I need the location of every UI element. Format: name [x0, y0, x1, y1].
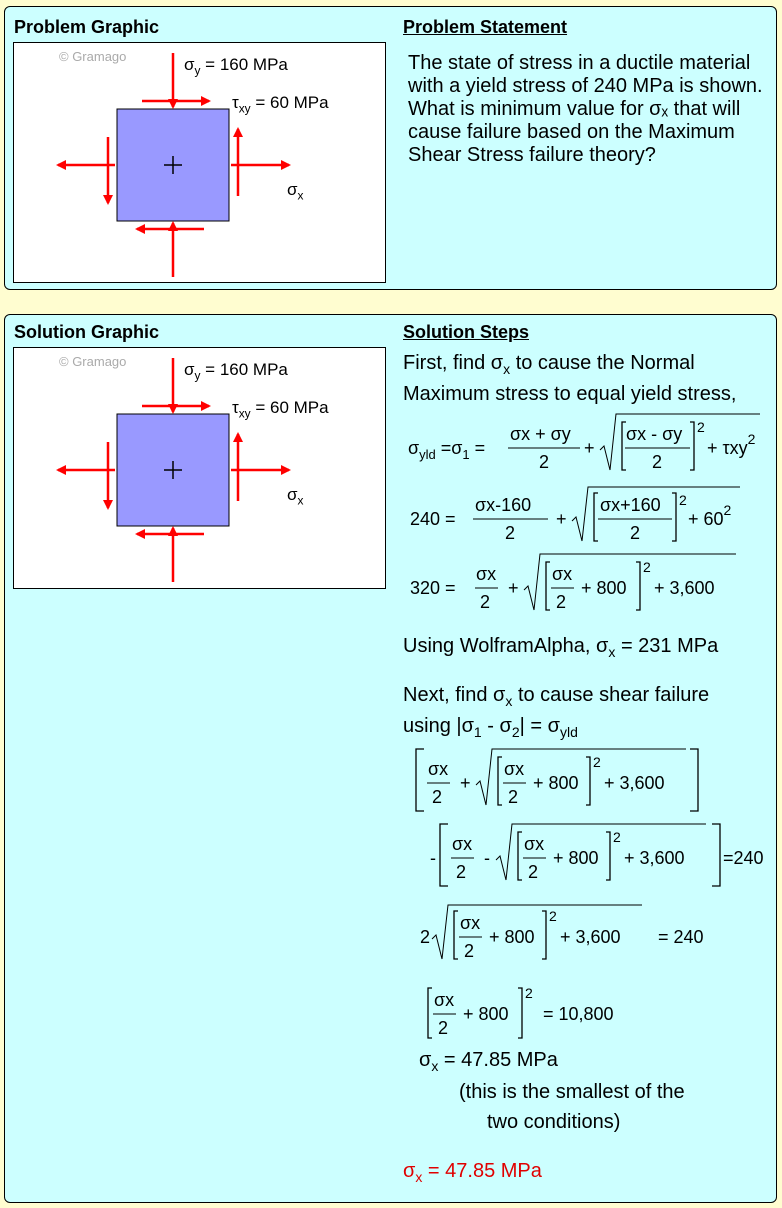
- svg-text:σx: σx: [428, 759, 449, 779]
- problem-graphic-title: Problem Graphic: [14, 17, 160, 37]
- svg-text:2: 2: [630, 523, 641, 543]
- equation-5: [400, 820, 775, 892]
- watermark: © Gramago: [59, 354, 127, 369]
- sigma-x-label: $\sigma_x$: [287, 485, 304, 508]
- svg-text:+ 602: + $60^2$: [688, 502, 732, 529]
- next-step-line1: Next, find $\sigma_x$ to cause shear failure: [403, 684, 710, 709]
- svg-text:2: 2: [528, 862, 539, 882]
- svg-text:+ 800: + 800: [463, 1004, 509, 1024]
- svg-text:2: 2: [643, 559, 651, 575]
- svg-text:320 =: 320 =: [410, 578, 456, 598]
- svg-text:σx - σy: σx - σy: [626, 424, 683, 444]
- svg-text:+ 3,600: + 3,600: [604, 773, 665, 793]
- svg-text:+ τxy2: + τxy$^2$: [707, 431, 756, 458]
- equation-1: [400, 410, 775, 476]
- step1-line2: Maximum stress to equal yield stress,: [403, 383, 737, 405]
- svg-text:σx: σx: [524, 834, 545, 854]
- svg-text:σx: σx: [452, 834, 473, 854]
- svg-text:σyld =σ1 =: $\sigma_{yld} =\sigma_1$ =: [408, 438, 486, 462]
- svg-text:σx: σx: [460, 913, 481, 933]
- svg-text:+ 800: + 800: [533, 773, 579, 793]
- sigma-y-label: $\sigma_y = 160$ MPa: [184, 360, 288, 383]
- svg-text:2: 2: [697, 419, 705, 435]
- solution-steps-title: Solution Steps: [403, 322, 529, 342]
- equation-4: [400, 745, 775, 815]
- svg-text:2: 2: [652, 452, 663, 472]
- svg-text:σx + σy: σx + σy: [510, 424, 571, 444]
- problem-statement-title: Problem Statement: [403, 17, 568, 37]
- problem-statement-text: The state of stress in a ductile material with a yield stress of 240 MPa is shown. What is minimum value for σₓ that will cause failure based on the Maximum Shear Stress failure theory?: [408, 52, 763, 166]
- svg-text:2: 2: [480, 592, 491, 612]
- tau-xy-label: $\tau_{xy} = 60$ MPa: [232, 398, 329, 421]
- svg-text:240 =: 240 =: [410, 509, 456, 529]
- solution-stress-figure: [13, 347, 386, 589]
- svg-text:+ 3,600: + 3,600: [654, 578, 715, 598]
- svg-text:2: 2: [593, 754, 601, 770]
- svg-text:=240: =240: [723, 848, 764, 868]
- svg-text:+ 800: + 800: [553, 848, 599, 868]
- svg-text:= 10,800: = 10,800: [543, 1004, 614, 1024]
- solution-stress-element-diagram: [14, 348, 387, 590]
- svg-text:2: 2: [549, 908, 557, 924]
- svg-text:-: -: [484, 848, 490, 868]
- solution-panel: [4, 314, 777, 1203]
- svg-text:σx+160: σx+160: [600, 495, 661, 515]
- svg-text:2: 2: [539, 452, 550, 472]
- equation-7: [400, 980, 775, 1042]
- problem-stress-figure: [13, 42, 386, 283]
- watermark: © Gramago: [59, 49, 127, 64]
- stress-element-diagram: [14, 43, 387, 284]
- final-answer: $\sigma_x = 47.85$ MPa: [403, 1160, 542, 1185]
- step1-line1: First, find $\sigma_x$ to cause the Normal: [403, 352, 695, 377]
- svg-text:2: 2: [508, 787, 519, 807]
- equation-3: [400, 552, 775, 614]
- svg-text:2: 2: [420, 927, 431, 947]
- svg-text:σx: σx: [504, 759, 525, 779]
- problem-panel: [4, 6, 777, 290]
- svg-text:2: 2: [505, 523, 516, 543]
- note-line2: two conditions): [487, 1111, 621, 1133]
- svg-text:+: +: [556, 509, 567, 529]
- svg-text:+: +: [584, 438, 595, 458]
- tau-xy-label: $\tau_{xy} = 60$ MPa: [232, 93, 329, 116]
- sigma-y-label: $\sigma_y = 160$ MPa: [184, 55, 288, 78]
- svg-text:2: 2: [432, 787, 443, 807]
- svg-text:+ 800: + 800: [489, 927, 535, 947]
- svg-text:2: 2: [464, 941, 475, 961]
- svg-text:2: 2: [525, 985, 533, 1001]
- solution-graphic-title: Solution Graphic: [14, 322, 160, 342]
- svg-text:2: 2: [556, 592, 567, 612]
- svg-text:= 240: = 240: [658, 927, 704, 947]
- svg-text:σx: σx: [476, 564, 497, 584]
- equation-6: [400, 901, 775, 967]
- svg-text:2: 2: [679, 492, 687, 508]
- sigma-x-label: $\sigma_x$: [287, 180, 304, 203]
- svg-text:σx-160: σx-160: [475, 495, 532, 515]
- svg-text:+ 3,600: + 3,600: [560, 927, 621, 947]
- svg-text:σx: σx: [552, 564, 573, 584]
- svg-text:+: +: [508, 578, 519, 598]
- next-step-line2: using $|\sigma_1 - \sigma_2| = \sigma_{yld}$: [403, 715, 578, 740]
- svg-text:σx: σx: [434, 990, 455, 1010]
- wolfram-result: Using WolframAlpha, $\sigma_x = 231$ MPa: [403, 635, 719, 660]
- svg-text:2: 2: [456, 862, 467, 882]
- equation-2: [400, 485, 775, 545]
- svg-text:+ 3,600: + 3,600: [624, 848, 685, 868]
- svg-text:2: 2: [613, 829, 621, 845]
- svg-text:-: -: [430, 848, 436, 868]
- shear-result: $\sigma_x = 47.85$ MPa: [419, 1049, 558, 1074]
- svg-text:+ 800: + 800: [581, 578, 627, 598]
- svg-text:+: +: [460, 773, 471, 793]
- note-line1: (this is the smallest of the: [459, 1081, 685, 1103]
- svg-text:2: 2: [438, 1018, 449, 1038]
